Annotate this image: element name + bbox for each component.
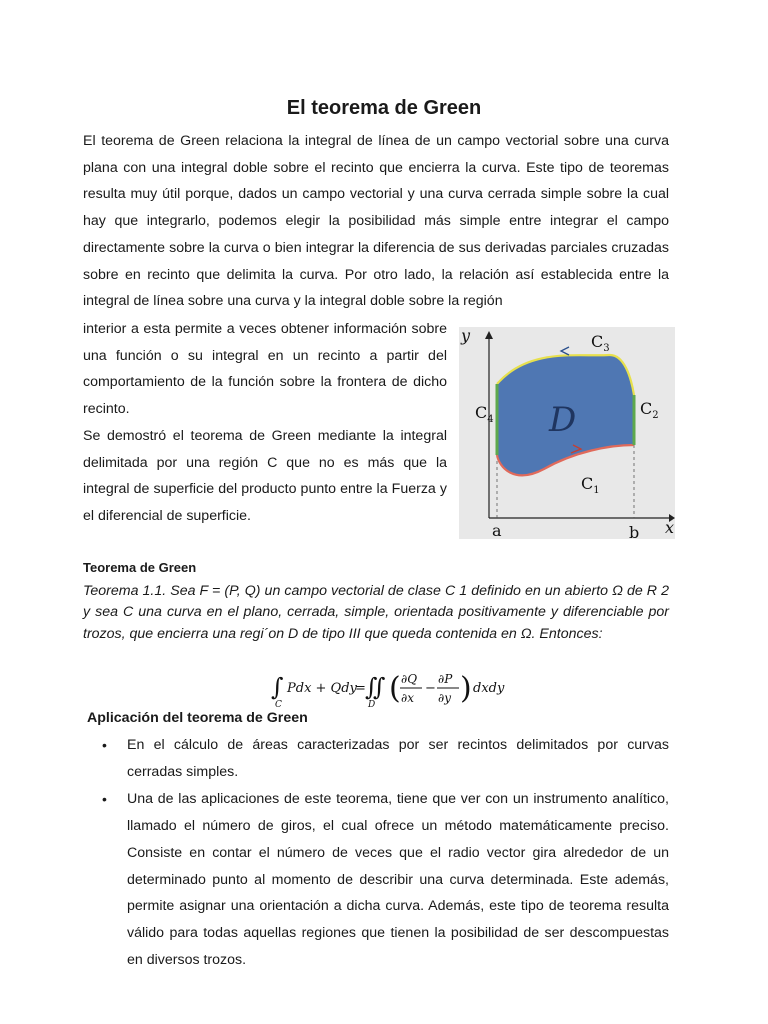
intro-paragraph: El teorema de Green relaciona la integral de línea de un campo vectorial sobre una curva plana con una integral doble sobre el recinto que encierra la curva. Este tipo de teoremas resulta muy útil porque, dados un campo vectorial y una curva cerrada simple sobre la cual hay que integrarlo, podemos elegir la posibilidad más simple entre integrar el campo directamente sobre la curva o bien integrar la diferencia de sus derivadas parciales cruzadas sobre en recinto que delimita la curva. Por otro lado, la relación así establecida entre la integral de línea sobre una curva y la integral doble sobre la región [83, 133, 669, 310]
region-label: D [549, 400, 577, 440]
theorem-text: Teorema 1.1. Sea F = (P, Q) un campo vectorial de clase C 1 definido en un abierto Ω de R 2 y sea C una curva en el plano, cerrada, simple, orientada positivamente y diferenciable por trozos, que encierra una regi´on D de tipo III que queda contenida en Ω. Entonces: [83, 583, 669, 642]
tick-a-label: a [492, 521, 502, 539]
tick-b-label: b [629, 523, 640, 539]
intro-continued-paragraph: interior a esta permite a veces obtener información sobre una función o su integral en un recinto a partir del comportamiento de la función sobre la frontera de dicho recinto. [83, 321, 447, 418]
equals-sign: = [355, 681, 366, 696]
application-heading: Aplicación del teorema de Green [87, 710, 308, 726]
list-item [102, 732, 669, 785]
x-axis-label: x [665, 518, 675, 537]
page-title: El teorema de Green [286, 97, 482, 119]
dp-numerator: ∂P [438, 672, 453, 686]
right-paren: ) [460, 671, 472, 706]
list-item [102, 786, 669, 973]
theorem-heading: Teorema de Green [83, 560, 197, 575]
contour-integral-sign: ∫ [271, 673, 284, 701]
green-region-figure [459, 327, 675, 539]
bullet-dot: • [102, 737, 107, 753]
c4-label: $C_4$ [475, 403, 494, 425]
list-item-text: Una de las aplicaciones de este teorema, tiene que ver con un instrumento analítico, llamado el número de giros, el cual ofrece un método matemáticamente preciso. Consiste en contar el número de veces que el radio vector gira alrededor de un determinado punto al momento de describir una curva determinada. Este además, permite asignar una orientación a dicha curva. Además, este tipo de teorema resulta válido para todas aquellas regiones que tienen la posibilidad de ser descompuestas en diversos trozos. [127, 791, 669, 968]
y-axis-label: y [461, 327, 471, 345]
dx-denominator: ∂x [401, 691, 414, 705]
c1-label: $C_1$ [581, 474, 600, 496]
dq-numerator: ∂Q [401, 672, 418, 686]
double-sub-label: D [368, 700, 376, 710]
minus-sign: − [425, 681, 436, 696]
left-paren: ( [389, 671, 401, 706]
dy-denominator: ∂y [438, 691, 451, 705]
c3-label: $C_3$ [591, 332, 610, 354]
c2-label: $C_2$ [640, 399, 659, 421]
contour-sub-label: C [275, 700, 282, 710]
bullet-dot: • [102, 791, 107, 808]
dxdy-tail: dxdy [473, 681, 505, 696]
lhs-expression: Pdx + Qdy [287, 681, 357, 696]
list-item-text: En el cálculo de áreas caracterizadas por ser recintos delimitados por curvas cerradas simples. [127, 737, 669, 780]
double-integral-sign: ∬ [365, 673, 386, 701]
green-formula [255, 665, 525, 711]
demonstration-paragraph: Se demostró el teorema de Green mediante la integral delimitada por una región C que no es más que la integral de superficie del producto punto entre la Fuerza y el diferencial de superficie. [83, 428, 447, 525]
application-list [102, 732, 669, 973]
